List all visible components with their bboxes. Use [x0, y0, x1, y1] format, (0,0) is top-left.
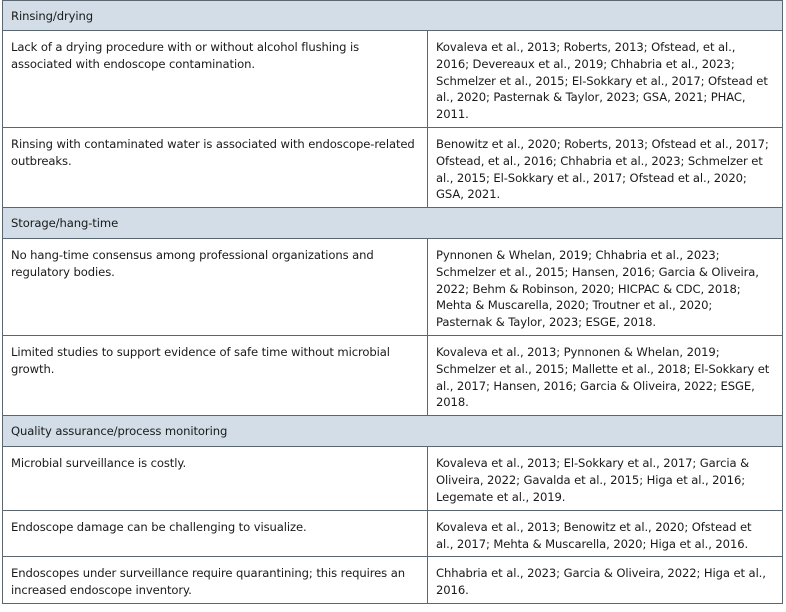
evidence-table: [2, 0, 783, 604]
table-row: [3, 239, 782, 336]
finding-cell: Microbial surveillance is costly.: [11, 456, 187, 470]
table-row: [3, 31, 782, 128]
section-header-quality-assurance: Quality assurance/process monitoring: [3, 416, 782, 447]
finding-cell: Endoscope damage can be challenging to visualize.: [11, 520, 307, 534]
references-cell: Kovaleva et al., 2013; Pynnonen & Whelan, 2019; Schmelzer et al., 2015; Mallette et al., 2018; El-Sokkary et al., 2017; Hansen, 2016; Garcia & Oliveira, 2022; ESGE, 2018.: [427, 336, 782, 415]
table-row: [3, 336, 782, 416]
finding-cell: Rinsing with contaminated water is associated with endoscope-related outbreaks.: [11, 137, 415, 168]
references-cell: Benowitz et al., 2020; Roberts, 2013; Ofstead et al., 2017; Ofstead, et al., 2016; Chhabria et al., 2023; Schmelzer et al., 2015; El-Sokkary et al., 2017; Ofstead et al., 2020; GSA, 2021.: [427, 128, 782, 207]
table-row: [3, 511, 782, 557]
references-cell: Pynnonen & Whelan, 2019; Chhabria et al., 2023; Schmelzer et al., 2015; Hansen, 2016; Garcia & Oliveira, 2022; Behm & Robinson, 2020; HICPAC & CDC, 2018; Mehta & Muscarella, 2020; Troutner et al., 2020; Pasternak & Taylor, 2023; ESGE, 2018.: [427, 239, 782, 335]
references-cell: Kovaleva et al., 2013; Benowitz et al., 2020; Ofstead et al., 2017; Mehta & Muscarella, 2020; Higa et al., 2016.: [427, 511, 782, 556]
references-cell: Chhabria et al., 2023; Garcia & Oliveira, 2022; Higa et al., 2016.: [427, 557, 782, 603]
finding-cell: Endoscopes under surveillance require quarantining; this requires an increased endoscope inventory.: [11, 566, 405, 597]
section-header-rinsing-drying: Rinsing/drying: [3, 0, 782, 31]
finding-cell: No hang-time consensus among professional organizations and regulatory bodies.: [11, 248, 374, 279]
finding-cell: Lack of a drying procedure with or without alcohol flushing is associated with endoscope contamination.: [11, 40, 360, 71]
table-row: [3, 557, 782, 603]
references-cell: Kovaleva et al., 2013; Roberts, 2013; Ofstead, et al., 2016; Devereaux et al., 2019; Chhabria et al., 2023; Schmelzer et al., 2015; El-Sokkary et al., 2017; Ofstead et al., 2020; Pasternak & Taylor, 2023; GSA, 2021; PHAC, 2011.: [427, 31, 782, 127]
table-row: [3, 128, 782, 208]
finding-cell: Limited studies to support evidence of safe time without microbial growth.: [11, 345, 390, 376]
table-row: [3, 447, 782, 511]
references-cell: Kovaleva et al., 2013; El-Sokkary et al., 2017; Garcia & Oliveira, 2022; Gavalda et al., 2015; Higa et al., 2016; Legemate et al., 2019.: [427, 447, 782, 510]
section-header-storage-hang-time: Storage/hang-time: [3, 208, 782, 239]
